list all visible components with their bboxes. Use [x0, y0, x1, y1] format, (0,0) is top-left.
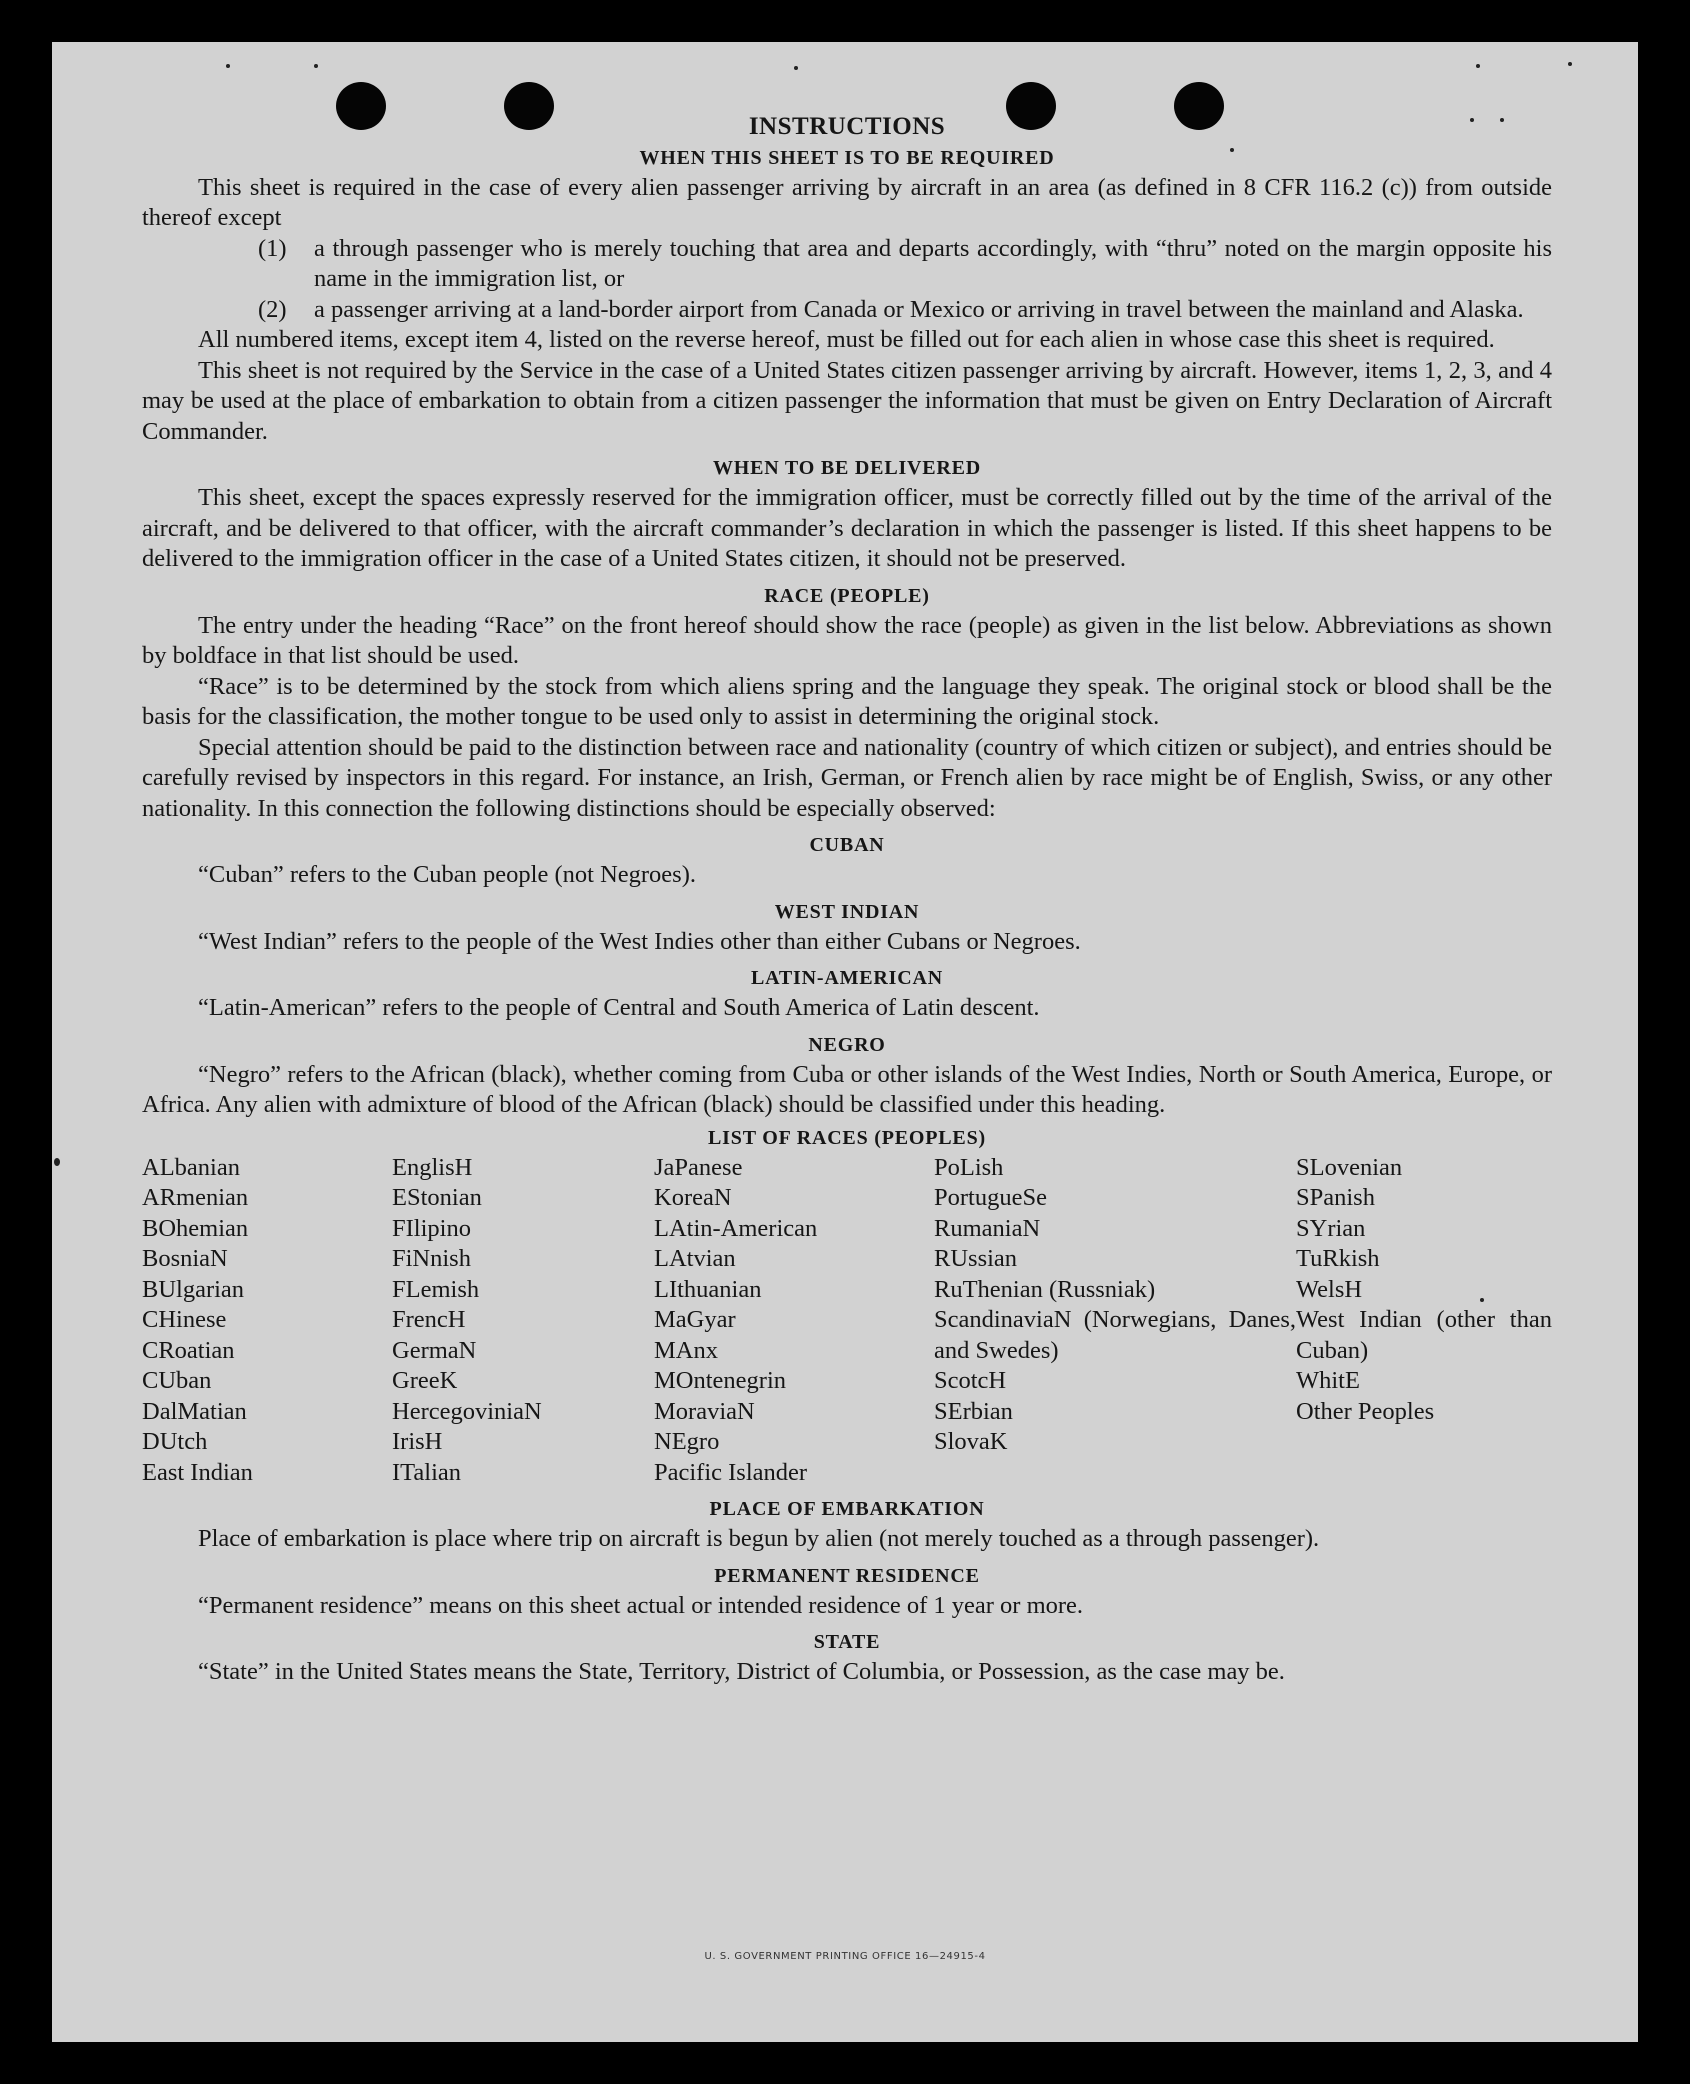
heading-required: WHEN THIS SHEET IS TO BE REQUIRED: [639, 146, 1055, 169]
speck: [1476, 64, 1480, 68]
race-entry: SlovaK: [934, 1428, 1008, 1455]
speck: [226, 64, 230, 68]
heading-cuban: CUBAN: [809, 834, 885, 856]
race-entry: ScandinaviaN (Norwegians, Danes, and Swedes): [934, 1306, 1296, 1364]
race-entry: LAtin-American: [654, 1214, 818, 1242]
paragraph: Place of embarkation is place where trip on aircraft is begun by alien (not merely touched as a through passenger).: [198, 1525, 1320, 1552]
paragraph: “Cuban” refers to the Cuban people (not Negroes).: [198, 861, 696, 888]
document-sheet: [52, 42, 1638, 2042]
race-entry: Other Peoples: [1296, 1397, 1435, 1425]
race-entry: CRoatian: [142, 1336, 235, 1364]
race-entry: FrencH: [392, 1306, 466, 1333]
race-entry: DUtch: [142, 1428, 208, 1455]
race-entry: West Indian (other than Cuban): [1296, 1306, 1552, 1364]
page-title: INSTRUCTIONS: [748, 113, 946, 140]
heading-negro: NEGRO: [808, 1033, 886, 1056]
race-entry: EnglisH: [392, 1153, 473, 1181]
race-entry: CHinese: [142, 1306, 227, 1333]
race-entry: JaPanese: [654, 1153, 743, 1181]
paragraph: “West Indian” refers to the people of the West Indies other than either Cubans or Negroes.: [198, 927, 1081, 955]
race-entry: SYrian: [1296, 1214, 1366, 1242]
race-entry: BosniaN: [142, 1245, 228, 1272]
race-entry: DalMatian: [142, 1397, 247, 1425]
race-entry: HercegoviniaN: [392, 1397, 542, 1425]
instructions-body: [142, 112, 1552, 1688]
race-entry: CUban: [142, 1367, 212, 1394]
race-entry: ARmenian: [142, 1184, 249, 1211]
race-entry: SPanish: [1296, 1184, 1375, 1211]
list-text: a through passenger who is merely touching that area and departs accordingly, with “thru” noted on the margin opposite his name in the immigration list, or: [314, 234, 1552, 292]
list-number: (1): [258, 234, 287, 262]
speck: [314, 64, 318, 68]
race-entry: RUssian: [934, 1245, 1018, 1272]
race-entry: SLovenian: [1296, 1153, 1403, 1181]
list-item: [258, 234, 1552, 295]
speck: [794, 66, 798, 70]
paragraph: “Negro” refers to the African (black), whether coming from Cuba or other islands of the West Indies, North or South America, Europe, or Africa. Any alien with admixture of blood of the African (black) should be classified under this heading.: [142, 1060, 1552, 1118]
race-entry: PoLish: [934, 1153, 1004, 1181]
race-entry: NEgro: [654, 1428, 720, 1455]
heading-permanent-residence: PERMANENT RESIDENCE: [714, 1564, 980, 1587]
heading-west-indian: WEST INDIAN: [774, 900, 920, 923]
paragraph: “Race” is to be determined by the stock from which aliens spring and the language they speak. The original stock or blood shall be the basis for the classification, the mother tongue to be used only to assist in determining the original stock.: [142, 672, 1552, 730]
race-entry: PortugueSe: [934, 1184, 1047, 1211]
race-entry: TuRkish: [1296, 1245, 1380, 1272]
list-number: (2): [258, 295, 287, 323]
heading-state: STATE: [813, 1631, 881, 1653]
paragraph: This sheet is not required by the Service in the case of a United States citizen passenger arriving by aircraft. However, items 1, 2, 3, and 4 may be used at the place of embarkation to obtain from a citizen passenger the information that must be given on Entry Declaration of Aircraft Commander.: [142, 356, 1552, 445]
heading-delivered: WHEN TO BE DELIVERED: [712, 457, 982, 479]
race-entry: KoreaN: [654, 1184, 732, 1211]
paragraph: “Permanent residence” means on this sheet actual or intended residence of 1 year or more.: [198, 1591, 1084, 1619]
race-entry: RumaniaN: [934, 1214, 1041, 1242]
race-entry: LAtvian: [654, 1245, 736, 1272]
race-column: [392, 1153, 654, 1489]
race-entry: LIthuanian: [654, 1275, 762, 1303]
race-entry: MaGyar: [654, 1306, 736, 1333]
list-text: a passenger arriving at a land-border airport from Canada or Mexico or arriving in travel between the mainland and Alaska.: [314, 295, 1524, 323]
race-entry: MoraviaN: [654, 1397, 755, 1425]
heading-latin-american: LATIN-AMERICAN: [751, 967, 943, 989]
speck: [54, 1158, 60, 1166]
speck: [1568, 62, 1572, 66]
race-entry: East Indian: [142, 1458, 253, 1486]
paragraph: All numbered items, except item 4, listed on the reverse hereof, must be filled out for each alien in whose case this sheet is required.: [198, 326, 1495, 353]
paragraph: This sheet, except the spaces expressly reserved for the immigration officer, must be correctly filled out by the time of the arrival of the aircraft, and be delivered to that officer, with the aircraft commander’s declaration in which the passenger is listed. If this sheet happens to be delivered to the immigration officer in the case of a United States citizen, it should not be preserved.: [142, 484, 1552, 572]
race-entry: GreeK: [392, 1367, 458, 1394]
race-entry: WelsH: [1296, 1275, 1363, 1303]
race-column: [142, 1153, 392, 1489]
race-entry: RuThenian (Russniak): [934, 1275, 1156, 1303]
race-column: [654, 1153, 934, 1489]
printer-footer: U. S. GOVERNMENT PRINTING OFFICE 16—24915-4: [704, 1951, 986, 1962]
race-entry: GermaN: [392, 1336, 477, 1364]
paragraph: “State” in the United States means the State, Territory, District of Columbia, or Possession, as the case may be.: [198, 1658, 1285, 1685]
heading-race: RACE (PEOPLE): [764, 584, 930, 607]
paragraph: “Latin-American” refers to the people of Central and South America of Latin descent.: [198, 994, 1040, 1021]
paragraph: Special attention should be paid to the distinction between race and nationality (country of which citizen or subject), and entries should be carefully revised by inspectors in this regard. For instance, an Irish, German, or French alien by race might be of English, Swiss, or any other nationality. In this connection the following distinctions should be especially observed:: [142, 733, 1552, 822]
race-entry: ALbanian: [142, 1153, 240, 1181]
paragraph: The entry under the heading “Race” on the front hereof should show the race (people) as given in the list below. Abbreviations as shown by boldface in that list should be used.: [142, 611, 1552, 669]
race-entry: BOhemian: [142, 1214, 249, 1242]
race-entry: MAnx: [654, 1336, 718, 1364]
race-entry: WhitE: [1296, 1367, 1360, 1394]
paragraph: This sheet is required in the case of every alien passenger arriving by aircraft in an area (as defined in 8 CFR 116.2 (c)) from outside thereof except: [142, 173, 1552, 231]
heading-embarkation: PLACE OF EMBARKATION: [709, 1498, 985, 1520]
race-entry: EStonian: [392, 1184, 482, 1211]
race-entry: SErbian: [934, 1397, 1013, 1425]
race-column: [1296, 1153, 1552, 1489]
race-entry: Pacific Islander: [654, 1458, 808, 1486]
list-item: [258, 295, 1552, 326]
races-table: [142, 1153, 1552, 1489]
race-entry: FLemish: [392, 1275, 480, 1303]
race-entry: BUlgarian: [142, 1275, 245, 1303]
race-entry: FIlipino: [392, 1214, 471, 1242]
race-entry: MOntenegrin: [654, 1367, 786, 1394]
race-entry: FiNnish: [392, 1245, 471, 1272]
race-column: [934, 1153, 1296, 1489]
race-entry: ITalian: [392, 1458, 462, 1486]
race-entry: ScotcH: [934, 1367, 1007, 1394]
race-entry: IrisH: [392, 1428, 443, 1455]
heading-list-of-races: LIST OF RACES (PEOPLES): [708, 1126, 986, 1149]
